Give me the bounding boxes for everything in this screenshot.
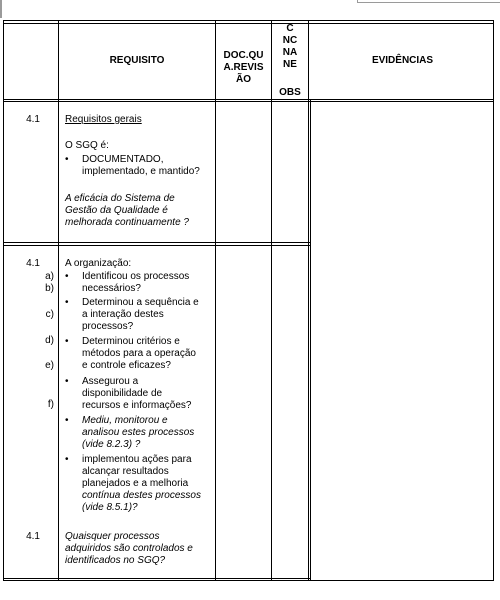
item-line: contínua destes processos (82, 490, 201, 501)
col-divider-4b (310, 100, 311, 581)
row-2-number: 4.1 (26, 258, 40, 269)
question-line: A eficácia do Sistema de (65, 193, 175, 204)
bullet: • (65, 271, 69, 282)
item-line: planejados e a melhoria (82, 478, 189, 489)
item-line: implementado, e mantido? (82, 166, 200, 177)
header-doc (216, 50, 271, 86)
header-obs: OBS (279, 87, 301, 98)
question-line: adquiridos são controlados e (65, 543, 193, 554)
header-status-na: NA (282, 47, 298, 58)
col-divider-1 (58, 20, 59, 581)
row-3-question (65, 531, 193, 567)
item-line: Identificou os processos (82, 271, 190, 282)
row-1-title: Requisitos gerais (65, 114, 142, 125)
row-3-number: 4.1 (26, 531, 40, 542)
top-double-line (3, 23, 494, 24)
row-2-item-5 (82, 415, 212, 451)
row-1-question (65, 193, 189, 229)
header-bottom-line (3, 99, 494, 100)
question-line: Gestão da Qualidade é (65, 205, 168, 216)
item-line: Determinou a sequência e (82, 297, 199, 308)
item-line: Assegurou a (82, 376, 139, 387)
row-1-intro: O SGQ é: (65, 140, 109, 151)
table-bottom-line (3, 578, 311, 579)
item-line: processos? (82, 321, 134, 332)
item-line: necessários? (82, 283, 141, 294)
row-2-item-6 (82, 454, 212, 514)
item-line: métodos para a operação (82, 348, 196, 359)
bullet: • (65, 415, 69, 426)
item-line: alcançar resultados (82, 466, 169, 477)
bullet: • (65, 336, 69, 347)
item-line: recursos e informações? (82, 400, 192, 411)
item-line: (vide 8.2.3) ? (82, 439, 141, 450)
col-divider-4 (308, 20, 309, 581)
row-2-letter-e: e) (45, 360, 54, 371)
row-1-number: 4.1 (26, 114, 40, 125)
page-edge-top (357, 0, 500, 3)
row-divider (3, 242, 311, 243)
item-line: e controle eficazes? (82, 360, 171, 371)
header-doc-line: ÃO (236, 74, 251, 85)
header-status-nc: NC (282, 35, 298, 46)
header-requisito: REQUISITO (109, 55, 165, 66)
row-2-letter-b: b) (45, 283, 54, 294)
bullet: • (65, 454, 69, 465)
item-line: implementou ações para (82, 454, 192, 465)
row-2-item-2 (82, 297, 212, 333)
row-2-letter-d: d) (45, 335, 54, 346)
header-status (272, 23, 308, 71)
checklist-table (3, 20, 494, 581)
header-doc-line: DOC.QU (223, 50, 264, 61)
bullet: • (65, 376, 69, 387)
row-2-item-1 (82, 271, 212, 295)
item-line: DOCUMENTADO, (82, 154, 164, 165)
row-2-letter-a: a) (45, 271, 54, 282)
bullet: • (65, 154, 69, 165)
question-line: melhorada continuamente ? (65, 217, 189, 228)
item-line: analisou estes processos (82, 427, 195, 438)
row-1-item-1 (82, 154, 212, 178)
question-line: identificados no SGQ? (65, 555, 166, 566)
bullet: • (65, 297, 69, 308)
col-divider-2 (215, 20, 216, 581)
header-doc-line: A.REVIS (223, 62, 264, 73)
row-divider-2 (3, 245, 311, 246)
row-2-letter-f: f) (47, 399, 54, 410)
question-line: Quaisquer processos (65, 531, 160, 542)
item-line: Mediu, monitorou e (82, 415, 168, 426)
item-line: Determinou critérios e (82, 336, 180, 347)
header-evidencias: EVIDÊNCIAS (371, 55, 434, 66)
header-status-c: C (286, 23, 294, 34)
row-2-item-4 (82, 376, 212, 412)
item-line: a interação destes (82, 309, 164, 320)
item-line: disponibilidade de (82, 388, 163, 399)
row-2-intro: A organização: (65, 258, 132, 269)
row-2-item-3 (82, 336, 212, 372)
col-divider-3 (271, 20, 272, 581)
item-line: (vide 8.5.1)? (82, 502, 138, 513)
header-bottom-line-2 (3, 101, 494, 102)
header-status-ne: NE (283, 59, 297, 70)
row-2-letter-c: c) (45, 309, 54, 320)
page-edge-left (0, 0, 2, 18)
